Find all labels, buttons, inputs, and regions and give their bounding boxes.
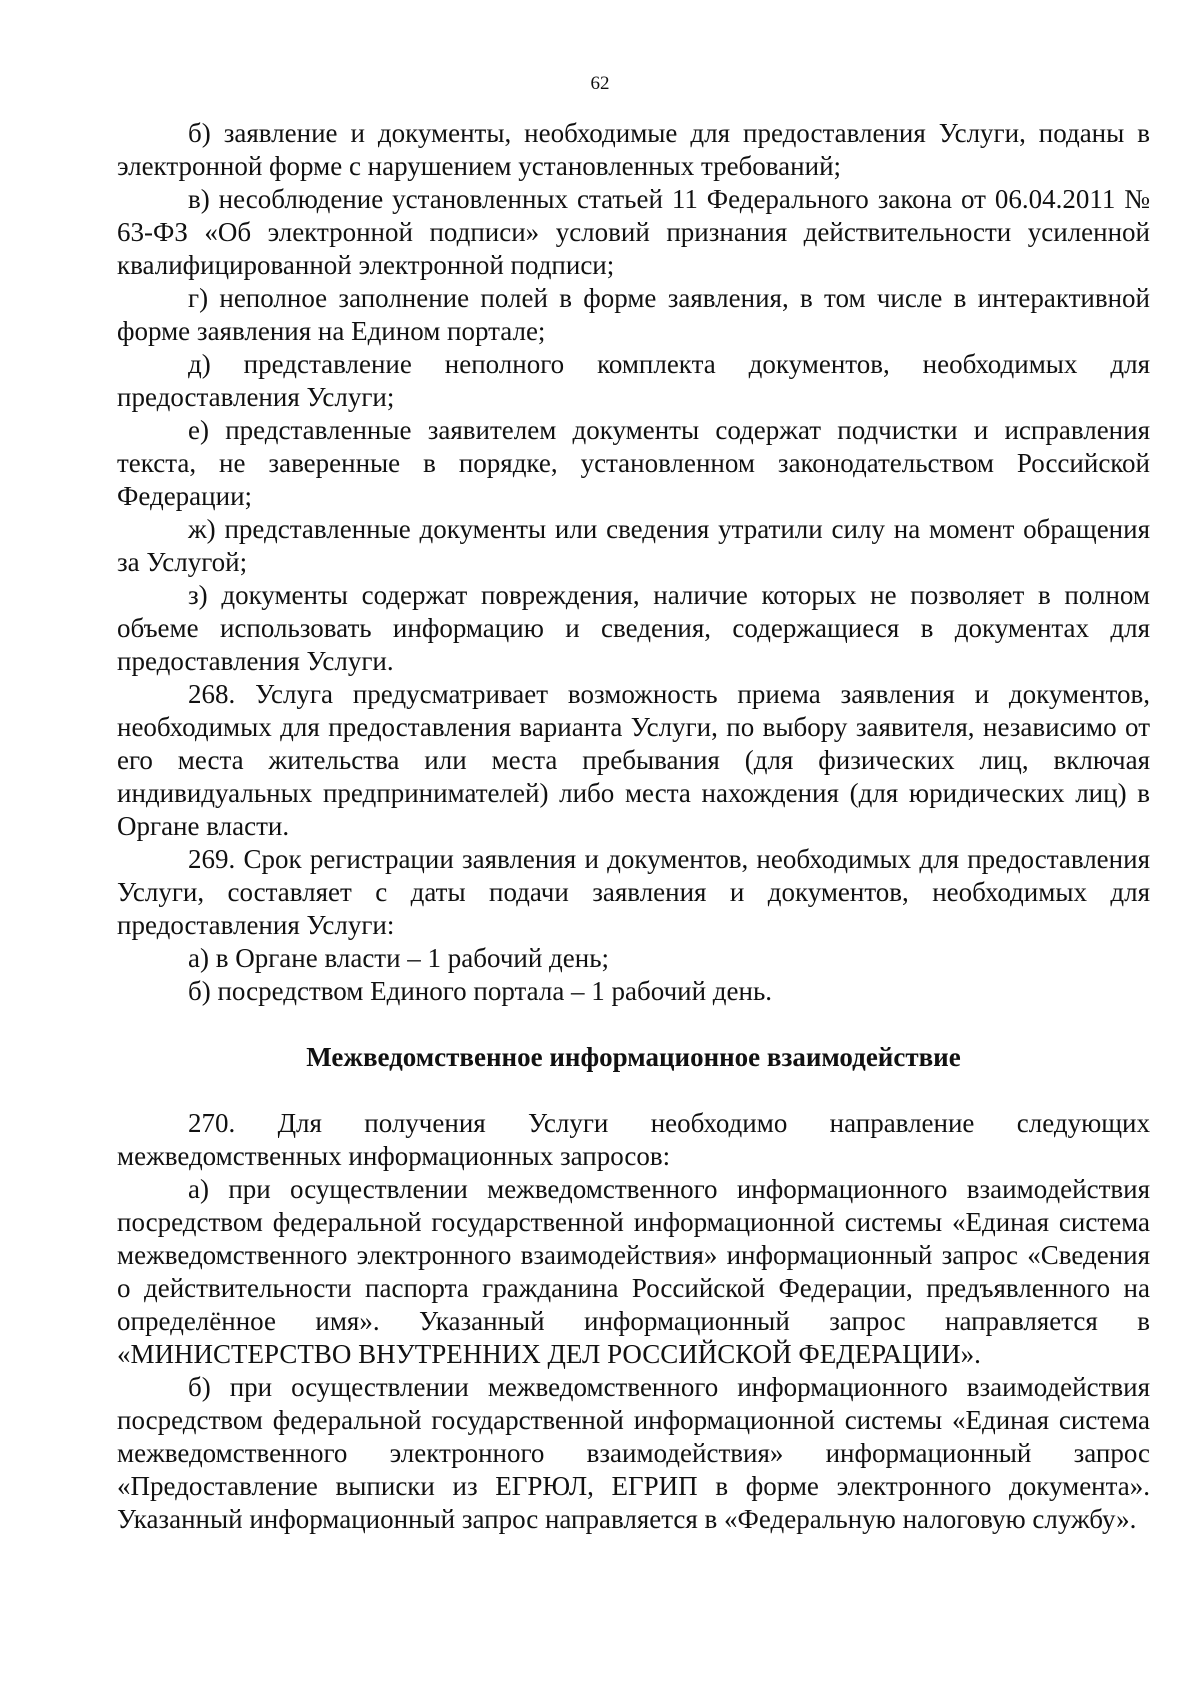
paragraph-269-registration-term: 269. Срок регистрации заявления и документов, необходимых для предоставления Услуги, составляет с даты подачи заявления и документов, необходимых для предоставления Услуги: (117, 844, 1150, 940)
page-number: 62 (590, 73, 610, 94)
paragraph-v-signature-conditions: в) несоблюдение установленных статьей 11 Федерального закона от 06.04.2011 № 63-ФЗ «Об электронной подписи» условий признания действительности усиленной квалифицированной электронной подписи; (117, 184, 1150, 280)
paragraph-zh-expired-documents: ж) представленные документы или сведения утратили силу на момент обращения за Услугой; (117, 514, 1150, 577)
paragraph-b-submission-violation: б) заявление и документы, необходимые для предоставления Услуги, поданы в электронной форме с нарушением установленных требований; (117, 118, 1150, 181)
paragraph-g-incomplete-fields: г) неполное заполнение полей в форме заявления, в том числе в интерактивной форме заявления на Едином портале; (117, 283, 1150, 346)
document-body (117, 117, 1150, 1536)
paragraph-270-requests: 270. Для получения Услуги необходимо направление следующих межведомственных информационных запросов: (117, 1108, 1150, 1171)
paragraph-269-a-authority: а) в Органе власти – 1 рабочий день; (188, 943, 610, 973)
paragraph-270-b-fns-request: б) при осуществлении межведомственного информационного взаимодействия посредством федеральной государственной информационной системы «Единая система межведомственного электронного взаимодействия» информационный запрос «Предоставление выписки из ЕГРЮЛ, ЕГРИП в форме электронного документа». Указанный информационный запрос направляется в «Федеральную налоговую службу». (117, 1372, 1150, 1534)
paragraph-d-incomplete-documents: д) представление неполного комплекта документов, необходимых для предоставления Услуги; (117, 349, 1150, 412)
paragraph-269-b-portal: б) посредством Единого портала – 1 рабочий день. (188, 976, 773, 1006)
paragraph-270-a-mvd-request: а) при осуществлении межведомственного информационного взаимодействия посредством федеральной государственной информационной системы «Единая система межведомственного электронного взаимодействия» информационный запрос «Сведения о действительности паспорта гражданина Российской Федерации, предъявленного на определённое имя». Указанный информационный запрос направляется в «МИНИСТЕРСТВО ВНУТРЕННИХ ДЕЛ РОССИЙСКОЙ ФЕДЕРАЦИИ». (117, 1174, 1150, 1369)
section-heading: Межведомственное информационное взаимодействие (306, 1042, 961, 1072)
paragraph-z-damaged-documents: з) документы содержат повреждения, наличие которых не позволяет в полном объеме использовать информацию и сведения, содержащиеся в документах для предоставления Услуги. (117, 580, 1150, 676)
paragraph-268-reception: 268. Услуга предусматривает возможность приема заявления и документов, необходимых для предоставления варианта Услуги, по выбору заявителя, независимо от его места жительства или места пребывания (для физических лиц, включая индивидуальных предпринимателей) либо места нахождения (для юридических лиц) в Органе власти. (117, 679, 1150, 841)
paragraph-e-corrections: е) представленные заявителем документы содержат подчистки и исправления текста, не заверенные в порядке, установленном законодательством Российской Федерации; (117, 415, 1150, 511)
